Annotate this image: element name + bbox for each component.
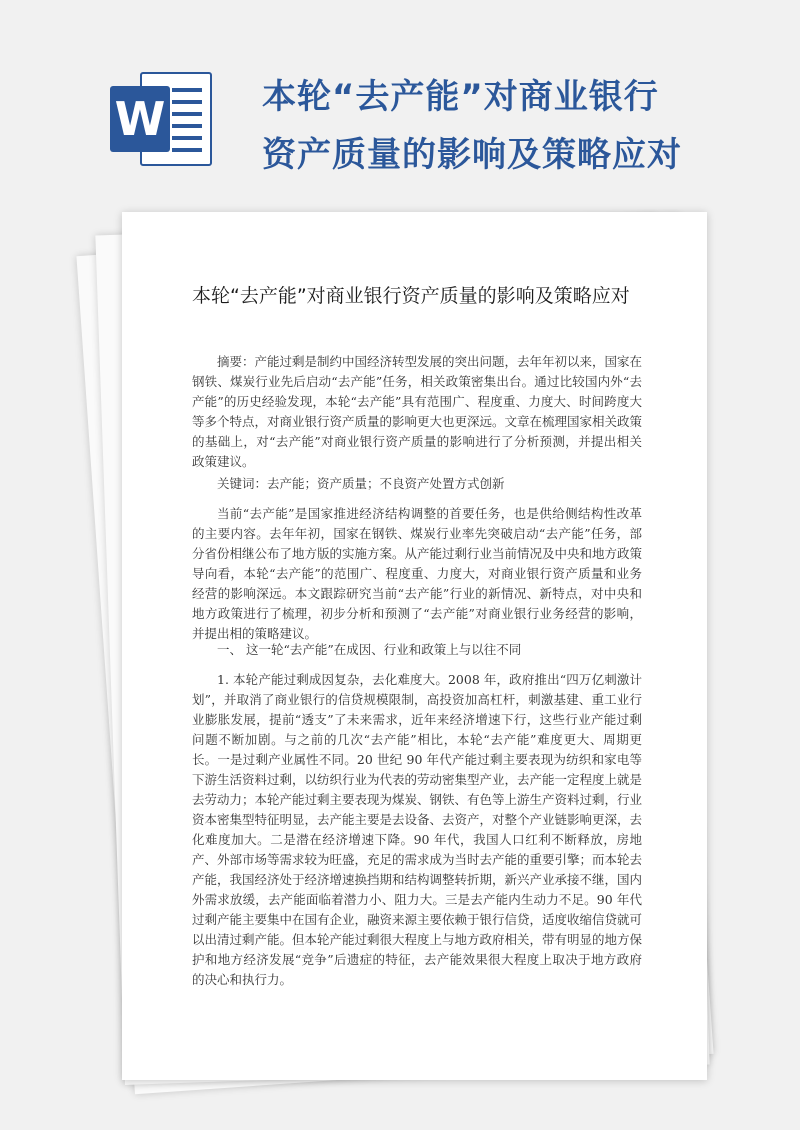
body-paragraph: 1. 本轮产能过剩成因复杂，去化难度大。2008 年，政府推出“四万亿刺激计划”，并取消了商业银行的信贷规模限制，高投资加高杠杆，刺激基建、重工业行业膨胀发展，提前“透支”了未来需求，近年来经济增速下行，这些行业产能过剩问题不断加剧。与之前的几次“去产能”相比，本轮“去产能”难度更大、周期更长。一是过剩产业属性不同。20 世纪 90 年代产能过剩主要表现为纺织和家电等下游生活资料过剩，以纺织行业为代表的劳动密集型产业，去产能一定程度上就是去劳动力；本轮产能过剩主要表现为煤炭、钢铁、有色等上游生产资料过剩，行业资本密集型特征明显，去产能主要是去设备、去资产，对整个产业链影响更深，去化难度加大。二是潜在经济增速下降。90 年代，我国人口红利不断释放，房地产、外部市场等需求较为旺盛，充足的需求成为当时去产能的重要引擎；而本轮去产能，我国经济处于经济增速换挡期和结构调整转折期，新兴产业承接不继，国内外需求放缓，去产能面临着潜力小、阻力大。三是去产能内生动力不足。90 年代过剩产能主要集中在国有企业，融资来源主要依赖于银行信贷，适度收缩信贷就可以出清过剩产能。但本轮产能过剩很大程度上与地方政府相关，带有明显的地方保护和地方经济发展“竞争”后遗症的特征，去产能效果很大程度上取决于地方政府的决心和执行力。 [192,672,643,987]
section-heading: 一、 这一轮“去产能”在成因、行业和政策上与以往不同 [217,642,522,657]
document-title: 本轮“去产能”对商业银行资产质量的影响及策略应对 [192,285,630,307]
page-title: 本轮“去产能”对商业银行资产质量的影响及策略应对 [262,77,682,175]
word-document-icon [110,72,212,166]
page-header [0,0,800,190]
word-badge: W [110,86,170,152]
abstract-paragraph: 摘要：产能过剩是制约中国经济转型发展的突出问题，去年年初以来，国家在钢铁、煤炭行业先后启动“去产能”任务，相关政策密集出台。通过比较国内外“去产能”的历史经验发现，本轮“去产能”具有范围广、程度重、力度大、时间跨度大等多个特点，对商业银行资产质量的影响更大也更深远。文章在梳理国家相关政策的基础上，对“去产能”对商业银行资产质量的影响进行了分析预测，并提出相关政策建议。 [192,354,643,469]
keywords-line: 关键词：去产能；资产质量；不良资产处置方式创新 [217,476,505,491]
document-page [122,212,707,1080]
intro-paragraph: 当前“去产能”是国家推进经济结构调整的首要任务，也是供给侧结构性改革的主要内容。去年年初，国家在钢铁、煤炭行业率先突破启动“去产能”任务，部分省份相继公布了地方版的实施方案。从产能过剩行业当前情况及中央和地方政策导向看，本轮“去产能”的范围广、程度重、力度大，对商业银行资产质量和业务经营的影响深远。本文跟踪研究当前“去产能”行业的新情况、新特点，对中央和地方政策进行了梳理，初步分析和预测了“去产能”对商业银行业务经营的影响，并提出相的策略建议。 [192,506,643,641]
